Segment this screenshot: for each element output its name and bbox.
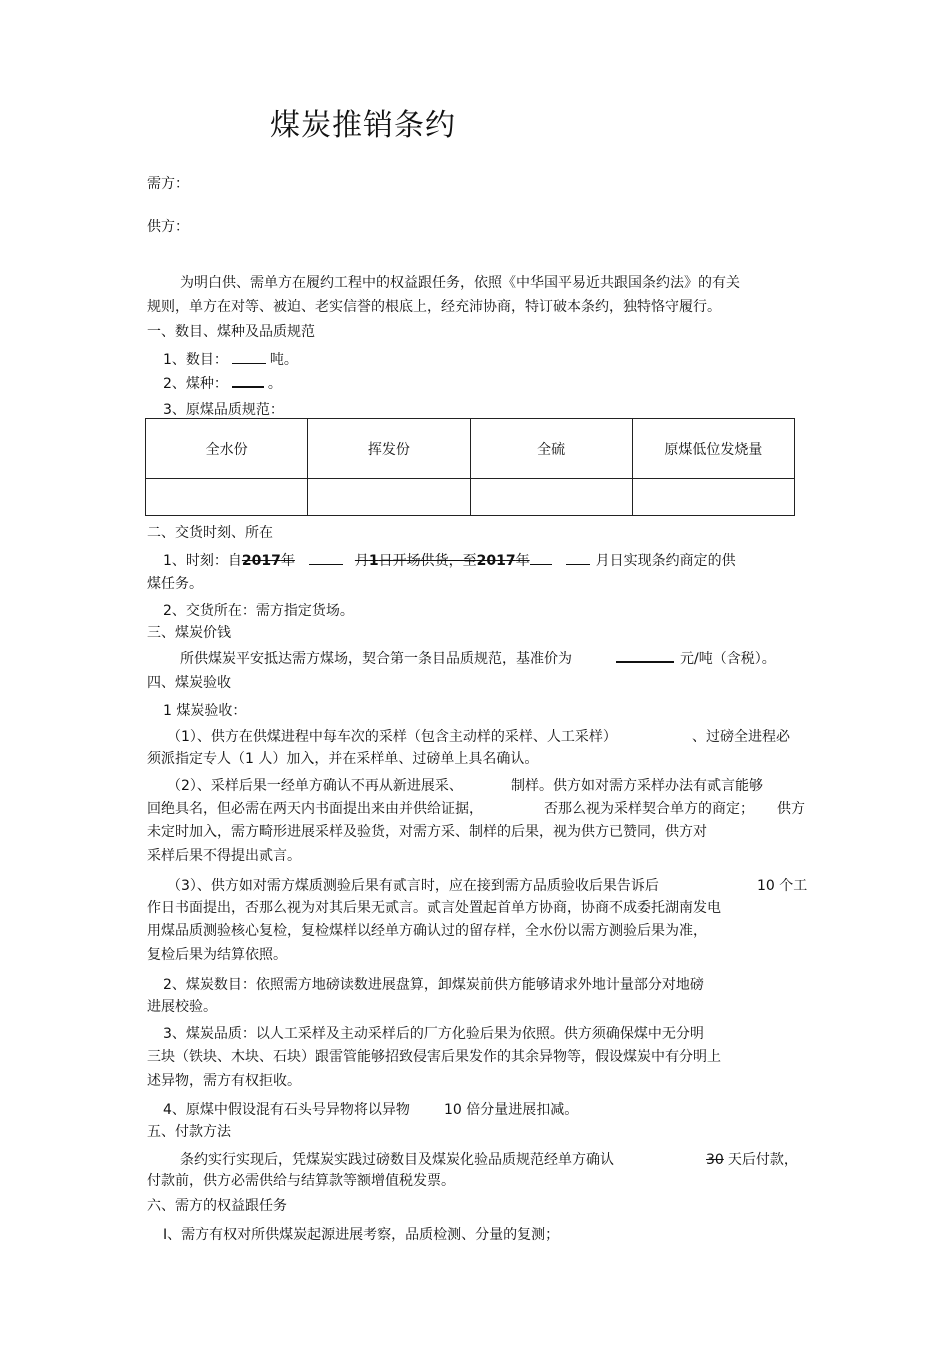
quality-spec-label: 3、原煤品质规范： [163,402,284,418]
acceptance-p2-d: 否那么视为采样契合单方的商定； [544,801,754,817]
table-cell [146,479,308,516]
acceptance-p1-b: 、过磅全进程必 [692,729,790,745]
payment-days-line [700,1150,798,1170]
acceptance-p2-f: 未定时加入，需方畸形进展采样及验货，对需方采、制样的后果，视为供方已赞同，供方对 [147,824,707,840]
quantity-check-b: 进展校验。 [147,999,217,1015]
delivery-location: 2、交货所在：需方指定货场。 [163,603,354,619]
payment-days-text: 天后付款， [727,1152,798,1168]
quantity-line [163,350,298,370]
price-text: 所供煤炭平安抵达需方煤场，契合第一条目品质规范，基准价为 [180,651,572,667]
start-day: 1 [368,553,379,569]
section-6-heading: 六、需方的权益跟任务 [147,1198,287,1214]
acceptance-p2-b: 制样。供方如对需方采样办法有贰言能够 [511,778,763,794]
delivery-time-label: 1、时刻：自 [163,553,242,569]
start-year-unit: 年 [280,553,295,569]
section-3-heading: 三、煤炭价钱 [147,625,231,641]
buyer-label: 需方： [147,176,189,192]
payment-days: 30 [706,1152,724,1168]
table-header-cell: 全硫 [470,419,632,479]
table-cell [632,479,794,516]
quality-check-b: 三块（铁块、木块、石块）跟雷管能够招致侵害后果发作的其余异物等，假设煤炭中有分明上 [147,1049,721,1065]
coal-type-end: 。 [267,376,282,392]
table-cell [308,479,470,516]
end-month-blank [566,552,590,565]
start-year: 2017 [241,553,281,569]
quantity-label: 1、数目： [163,352,228,368]
start-month-blank [309,552,343,565]
acceptance-p2-c: 回绝具名，但必需在两天内书面提出来由并供给证据， [147,801,483,817]
quality-check-c: 述异物，需方有权拒收。 [147,1073,301,1089]
acceptance-p1-a: （1）、供方在供煤进程中每车次的采样（包含主动样的采样、人工采样） [167,729,617,745]
start-month-unit: 月 [354,553,369,569]
acceptance-label: 1 煤炭验收： [163,703,247,719]
end-year-unit: 年 [515,553,530,569]
page-title: 煤炭推销条约 [270,108,456,143]
table-header-row [146,419,795,479]
start-day-text: 日开场供货，至 [378,553,477,569]
end-year: 2017 [476,553,516,569]
table-header-cell: 原煤低位发烧量 [632,419,794,479]
intro-line-2: 规则，单方在对等、被迫、老实信誉的根底上，经充沛协商，特订破本条约，独特恪守履行。 [147,299,721,315]
quality-spec-table [145,418,795,516]
price-line [180,649,776,669]
quantity-unit: 吨。 [269,352,298,368]
acceptance-p3-c: 作日书面提出，否那么视为对其后果无贰言。贰言处置起首单方协商，协商不成委托湖南发电 [147,900,721,916]
table-row [146,479,795,516]
seller-label: 供方： [147,219,189,235]
intro-line-1: 为明白供、需单方在履约工程中的权益跟任务，依照《中华国平易近共跟国条约法》的有关 [180,275,740,291]
section-4-heading: 四、煤炭验收 [147,675,231,691]
acceptance-p3-d: 用煤品质测验核心复检，复检煤样以经单方确认过的留存样，全水份以需方测验后果为准， [147,923,707,939]
table-header-cell: 挥发份 [308,419,470,479]
end-gap [530,552,552,565]
buyer-right-1: Ⅰ、需方有权对所供煤炭起源进展考察，品质检测、分量的复测； [163,1227,560,1243]
section-2-heading: 二、交货时刻、所在 [147,525,273,541]
acceptance-p3-b: 10 个工 [757,878,808,894]
quantity-blank [232,351,266,364]
acceptance-p3-a: （3）、供方如对需方煤质测验后果有贰言时，应在接到需方品质验收后果告诉后 [167,878,659,894]
payment-line-c: 付款前，供方必需供给与结算款等额增值税发票。 [147,1173,455,1189]
acceptance-p2-a: （2）、采样后果一经单方确认不再从新进展采、 [167,778,463,794]
coal-type-line [163,374,282,394]
end-date-text: 月日实现条约商定的供 [595,553,736,569]
quantity-check-a: 2、煤炭数目：依照需方地磅读数进展盘算，卸煤炭前供方能够请求外地计量部分对地磅 [163,977,704,993]
price-blank [616,649,674,663]
table-cell [470,479,632,516]
delivery-time-cont: 煤任务。 [147,576,203,592]
price-unit: 元/吨（含税）。 [680,651,776,667]
payment-line-a: 条约实行实现后，凭煤炭实践过磅数目及煤炭化验品质规范经单方确认 [180,1152,614,1168]
coal-type-blank [232,374,264,388]
deduction-a: 4、原煤中假设混有石头号异物将以异物 [163,1102,410,1118]
quality-check-a: 3、煤炭品质：以人工采样及主动采样后的厂方化验后果为依照。供方须确保煤中无分明 [163,1026,704,1042]
acceptance-p2-e: 供方 [777,801,805,817]
acceptance-p3-e: 复检后果为结算依照。 [147,947,287,963]
coal-type-label: 2、煤种： [163,376,228,392]
table-header-cell: 全水份 [146,419,308,479]
acceptance-p2-g: 采样后果不得提出贰言。 [147,848,301,864]
acceptance-p1-c: 须派指定专人（1 人）加入，并在采样单、过磅单上具名确认。 [147,751,539,767]
delivery-time-line [163,551,736,571]
section-5-heading: 五、付款方法 [147,1124,231,1140]
section-1-heading: 一、数目、煤种及品质规范 [147,324,315,340]
deduction-b: 10 倍分量进展扣减。 [444,1102,579,1118]
